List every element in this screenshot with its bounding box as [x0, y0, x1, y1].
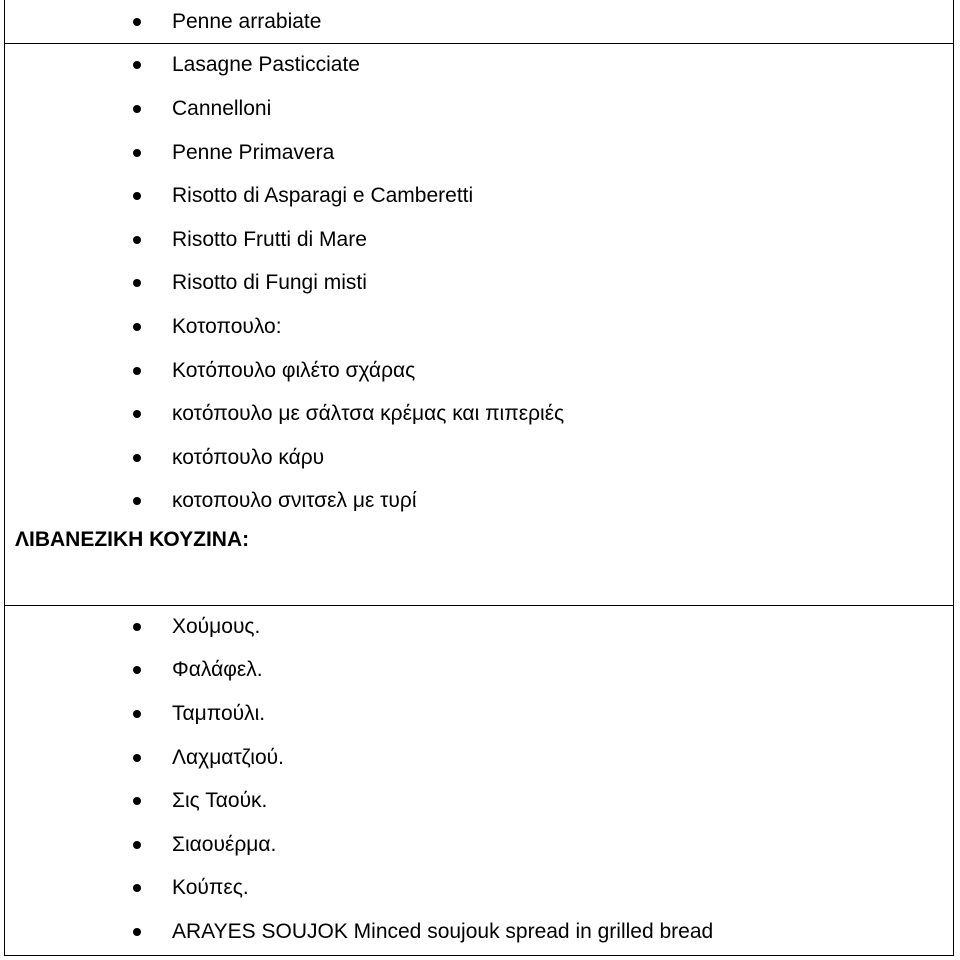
list-item-label: Σιαουέρμα. [172, 832, 277, 856]
list-item-label: Risotto Frutti di Mare [172, 227, 367, 251]
bullet-icon [133, 928, 141, 936]
list-item-label: Risotto di Asparagi e Camberetti [172, 184, 474, 208]
list-item-label: κοτοπουλο σνιτσελ με τυρί [172, 489, 417, 513]
list-item-label: Κοτοπουλο: [172, 314, 282, 338]
bullet-icon [133, 454, 141, 462]
bullet-icon [133, 236, 141, 244]
list-item-label: Φαλάφελ. [172, 658, 263, 682]
list-item-label: Σις Ταούκ. [172, 789, 268, 813]
list-item-label: Κούπες. [172, 876, 249, 900]
list-item-label: κοτόπουλο κάρυ [172, 445, 325, 469]
bullet-icon [133, 323, 141, 331]
list-item-label: Penne arrabiate [172, 9, 322, 33]
bullet-icon [133, 710, 141, 718]
bullet-icon [133, 18, 141, 26]
bullet-icon [133, 841, 141, 849]
list-item-label: κοτόπουλο με σάλτσα κρέμας και πιπεριές [172, 402, 565, 426]
bullet-icon [133, 367, 141, 375]
list-item-label: Lasagne Pasticciate [172, 53, 360, 77]
menu-table-cell [4, 0, 954, 956]
bullet-icon [133, 149, 141, 157]
bullet-icon [133, 105, 141, 113]
list-item-label: Cannelloni [172, 96, 272, 120]
row-divider [5, 43, 953, 44]
bullet-icon [133, 754, 141, 762]
bullet-icon [133, 623, 141, 631]
list-item-label: Λαχματζιού. [172, 745, 284, 769]
list-item-label: Κοτόπουλο φιλέτο σχάρας [172, 358, 416, 382]
list-item-label: Penne Primavera [172, 140, 335, 164]
row-divider [5, 605, 953, 606]
section-heading: ΛΙΒΑΝΕΖΙΚΗ ΚΟΥΖΙΝΑ: [15, 528, 250, 551]
list-item-label: Χούμους. [172, 614, 261, 638]
list-item-label: Risotto di Fungi misti [172, 271, 367, 295]
list-item-label: ARAYES SOUJOK Minced soujouk spread in grilled bread [172, 919, 714, 943]
list-item-label: Ταμπούλι. [172, 701, 266, 725]
